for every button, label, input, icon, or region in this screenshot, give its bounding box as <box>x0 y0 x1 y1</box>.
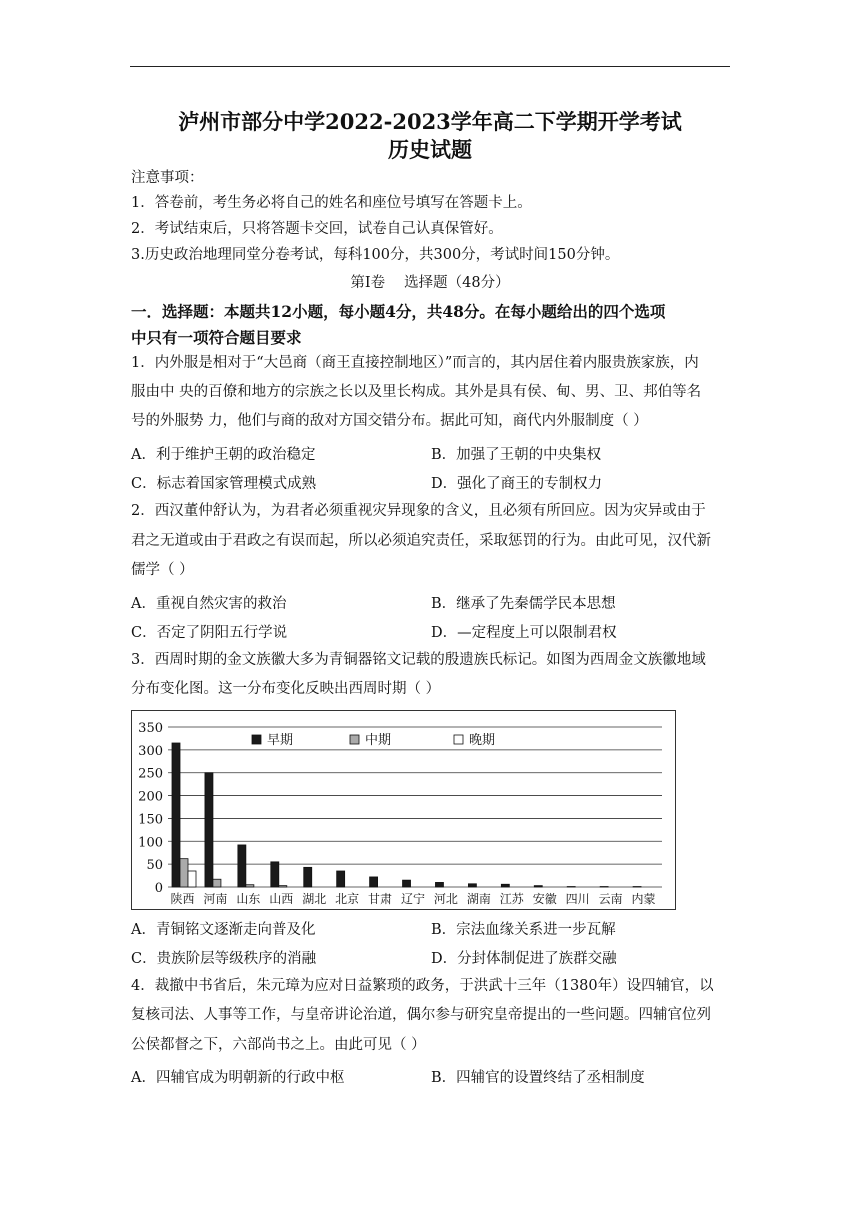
y-tick-label: 0 <box>154 881 163 896</box>
x-category-label: 河南 <box>203 892 228 906</box>
bar-早期 <box>403 880 411 887</box>
bar-早期 <box>337 871 345 887</box>
bar-中期 <box>246 885 254 887</box>
x-category-label: 云南 <box>598 892 623 906</box>
question-2-text: 2．西汉董仲舒认为，为君者必须重视灾异现象的含义，且必须有所回应。因为灾异或由于 <box>131 503 706 519</box>
bar-chart <box>131 710 676 910</box>
bar-早期 <box>238 845 246 887</box>
legend-label: 早期 <box>267 733 294 748</box>
option-b[interactable]: B．加强了王朝的中央集权 <box>431 447 602 463</box>
option-a[interactable]: A．四辅官成为明朝新的行政中枢 <box>131 1070 345 1086</box>
bar-早期 <box>534 886 542 887</box>
question-2-text: 君之无道或由于君政之有误而起，所以必须追究责任，采取惩罚的行为。由此可见，汉代新 <box>131 533 711 549</box>
exam-title: 泸州市部分中学2022-2023学年高二下学期开学考试 <box>178 109 682 134</box>
notice-item: 1．答卷前，考生务必将自己的姓名和座位号填写在答题卡上。 <box>131 195 532 211</box>
exam-subtitle: 历史试题 <box>388 137 472 162</box>
bar-早期 <box>370 877 378 887</box>
x-category-label: 湖南 <box>466 892 491 906</box>
legend-label: 晚期 <box>469 733 496 748</box>
x-category-label: 安徽 <box>532 892 557 906</box>
legend-swatch <box>252 735 261 744</box>
x-category-label: 北京 <box>335 892 360 906</box>
x-category-label: 甘肃 <box>368 892 393 906</box>
bar-早期 <box>468 884 476 887</box>
bar-早期 <box>304 867 312 887</box>
legend-swatch <box>350 735 359 744</box>
question-4-text: 公侯都督之下，六部尚书之上。由此可见（ ） <box>131 1037 426 1053</box>
top-rule <box>130 66 730 67</box>
option-c[interactable]: C．标志着国家管理模式成熟 <box>131 476 317 492</box>
question-3-text: 分布变化图。这一分布变化反映出西周时期（ ） <box>131 681 441 697</box>
legend-swatch <box>454 735 463 744</box>
option-b[interactable]: B．继承了先秦儒学民本思想 <box>431 596 616 612</box>
option-a[interactable]: A．重视自然灾害的救治 <box>131 596 287 612</box>
x-category-label: 山东 <box>236 892 261 906</box>
notice-heading: 注意事项： <box>131 170 204 186</box>
option-c[interactable]: C．贵族阶层等级秩序的消融 <box>131 951 317 967</box>
question-4-text: 复核司法、人事等工作，与皇帝讲论治道，偶尔参与研究皇帝提出的一些问题。四辅官位列 <box>131 1007 711 1023</box>
option-a[interactable]: A．青铜铭文逐渐走向普及化 <box>131 922 316 938</box>
x-category-label: 陕西 <box>170 892 195 906</box>
x-category-label: 江苏 <box>499 892 524 906</box>
option-d[interactable]: D．强化了商王的专制权力 <box>431 476 603 492</box>
question-4-text: 4．裁撤中书省后，朱元璋为应对日益繁琐的政务，于洪武十三年（1380年）设四辅官，以 <box>131 978 714 994</box>
x-category-label: 四川 <box>565 892 590 906</box>
section-title: 第I卷 选择题（48分） <box>350 275 510 291</box>
option-a[interactable]: A．利于维护王朝的政治稳定 <box>131 447 316 463</box>
y-tick-label: 200 <box>138 789 163 805</box>
question-3-text: 3．西周时期的金文族徽大多为青铜器铭文记载的殷遗族氏标记。如图为西周金文族徽地域 <box>131 652 706 668</box>
bar-早期 <box>172 743 180 887</box>
option-d[interactable]: D．—定程度上可以限制君权 <box>431 625 617 641</box>
y-tick-label: 50 <box>146 858 163 874</box>
question-1-text: 1．内外服是相对于“大邑商（商王直接控制地区）”而言的，其内居住着内服贵族家族，内 <box>131 355 699 371</box>
bar-中期 <box>279 886 287 887</box>
section-instruction: 中只有一项符合题目要求 <box>131 328 302 347</box>
question-1-text: 号的外服势 力，他们与商的敌对方国交错分布。据此可知，商代内外服制度（ ） <box>131 413 648 429</box>
y-tick-label: 250 <box>138 766 163 782</box>
bar-早期 <box>271 862 279 887</box>
x-category-label: 湖北 <box>302 892 327 906</box>
bar-晚期 <box>188 871 196 887</box>
bar-早期 <box>205 773 213 887</box>
x-category-label: 辽宁 <box>400 892 426 906</box>
bar-chart-svg <box>132 711 675 909</box>
option-d[interactable]: D．分封体制促进了族群交融 <box>431 951 617 967</box>
notice-item: 3.历史政治地理同堂分卷考试，每科100分，共300分，考试时间150分钟。 <box>131 247 620 263</box>
y-tick-label: 150 <box>138 812 163 828</box>
x-category-label: 河北 <box>433 892 458 906</box>
question-1-text: 服由中 央的百僚和地方的宗族之长以及里长构成。其外是具有侯、甸、男、卫、邦伯等名 <box>131 384 702 400</box>
y-tick-label: 300 <box>138 743 163 759</box>
bar-中期 <box>180 859 188 887</box>
option-b[interactable]: B．四辅官的设置终结了丞相制度 <box>431 1070 645 1086</box>
bar-中期 <box>213 879 221 887</box>
y-tick-label: 100 <box>138 835 163 851</box>
option-c[interactable]: C．否定了阴阳五行学说 <box>131 625 288 641</box>
bar-早期 <box>501 884 509 887</box>
y-tick-label: 350 <box>138 721 163 736</box>
option-b[interactable]: B．宗法血缘关系进一步瓦解 <box>431 922 616 938</box>
x-category-label: 山西 <box>269 892 294 906</box>
bar-早期 <box>435 882 443 887</box>
section-instruction: 一．选择题：本题共12小题，每小题4分，共48分。在每小题给出的四个选项 <box>131 302 666 321</box>
question-2-text: 儒学（ ） <box>131 562 194 578</box>
legend-label: 中期 <box>365 733 392 748</box>
x-category-label: 内蒙 <box>631 892 656 906</box>
notice-item: 2．考试结束后，只将答题卡交回，试卷自己认真保管好。 <box>131 221 503 237</box>
